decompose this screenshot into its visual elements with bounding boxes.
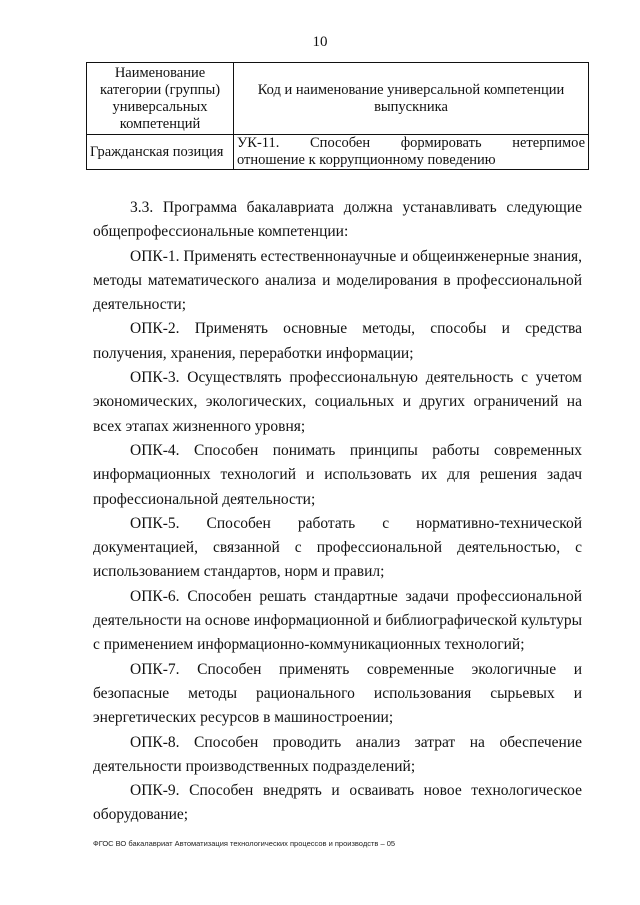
competence-line-2: отношение к коррупционному поведению [237, 152, 496, 168]
paragraph-opk-3: ОПК-3. Осуществлять профессиональную деятельность с учетом экономических, экологических, социальных и других ограничений на всех этапах жизненного уровня; [93, 369, 582, 435]
header-competence: Код и наименование универсальной компетенции выпускника [234, 63, 589, 135]
document-body [93, 196, 582, 828]
paragraph-opk-6: ОПК-6. Способен решать стандартные задачи профессиональной деятельности на основе информационной и библиографической культуры с применением информационно-коммуникационных технологий; [93, 587, 582, 654]
paragraph-opk-2: ОПК-2. Применять основные методы, способы и средства получения, хранения, переработки информации; [93, 320, 582, 362]
category-cell: Гражданская позиция [87, 135, 234, 170]
competence-table [86, 62, 589, 170]
paragraph-intro: 3.3. Программа бакалавриата должна устанавливать следующие общепрофессиональные компетенции: [93, 199, 582, 241]
footer-note: ФГОС ВО бакалавриат Автоматизация технологических процессов и производств – 05 [93, 839, 396, 848]
paragraph-opk-4: ОПК-4. Способен понимать принципы работы современных информационных технологий и использовать их для решения задач профессиональной деятельности; [93, 441, 582, 508]
page-number: 10 [312, 34, 328, 50]
table-row [87, 135, 589, 170]
paragraph-opk-5: ОПК-5. Способен работать с нормативно-технической документацией, связанной с профессиональной деятельностью, с использованием стандартов, норм и правил; [93, 514, 582, 581]
paragraph-opk-8: ОПК-8. Способен проводить анализ затрат на обеспечение деятельности производственных подразделений; [93, 733, 582, 775]
competence-line-1: УК-11. Способен формировать нетерпимое [237, 135, 585, 151]
table-header-row [87, 63, 589, 135]
header-category: Наименование категории (группы) универсальных компетенций [87, 63, 234, 135]
competence-cell [234, 135, 589, 170]
paragraph-opk-9: ОПК-9. Способен внедрять и осваивать новое технологическое оборудование; [93, 782, 582, 824]
paragraph-opk-1: ОПК-1. Применять естественнонаучные и общеинженерные знания, методы математического анализа и моделирования в профессиональной деятельности; [93, 247, 583, 314]
paragraph-opk-7: ОПК-7. Способен применять современные экологичные и безопасные методы рационального использования сырьевых и энергетических ресурсов в машиностроении; [93, 660, 582, 727]
